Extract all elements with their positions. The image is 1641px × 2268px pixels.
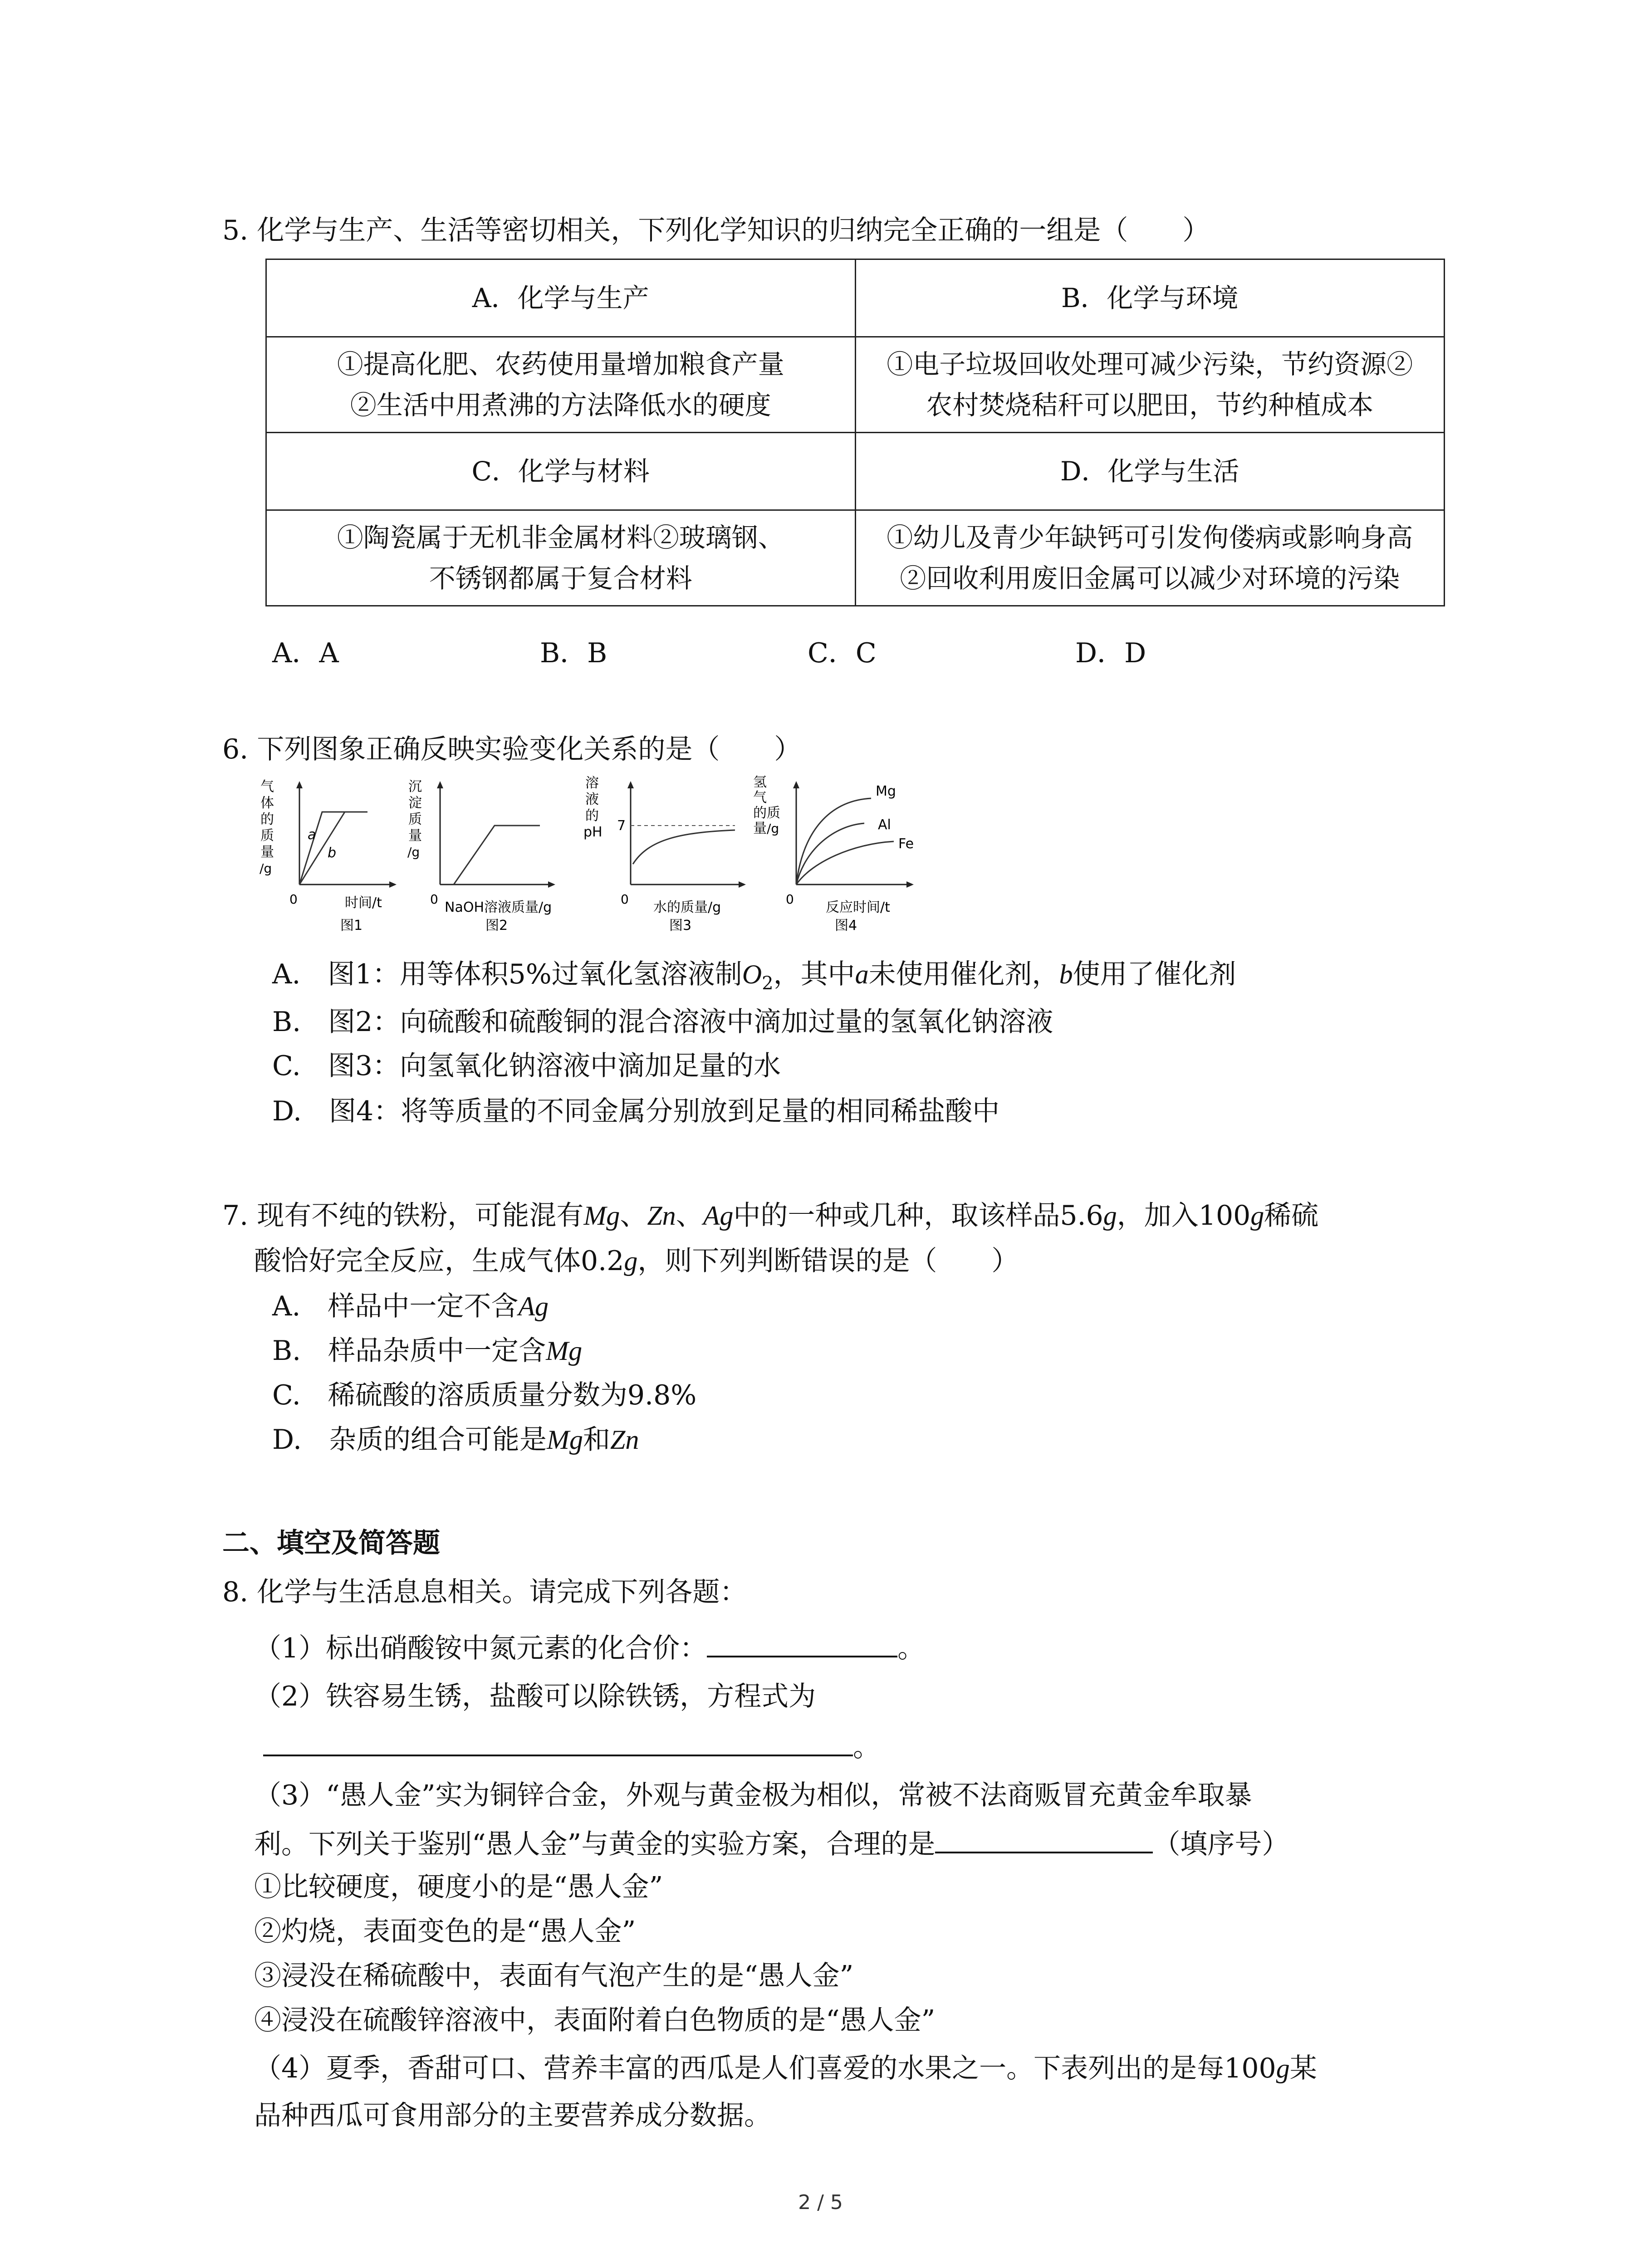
q5-stem: 5. 化学与生产、生活等密切相关，下列化学知识的归纳完全正确的一组是（ ） [222,215,1210,246]
q7-option-a [272,1288,549,1325]
fig4-ylabel-4: 量 [753,821,767,836]
fig4-caption: 图4 [835,918,857,934]
q5-cell-a-line2: ②生活中用煮沸的方法降低水的硬度 [350,390,771,420]
fig4-ylabel-2: 的 [753,805,767,821]
fig3-ylabel-3: pH [583,824,603,840]
q5-cell-d-body [855,510,1445,606]
fig4-curve-al [796,823,864,885]
fig3-xlabel: 水的质量/g [653,899,721,915]
fig2 [407,779,555,934]
page-number: 2 / 5 [798,2191,843,2214]
q8-part1-answer-blank[interactable] [707,1628,897,1657]
q8-part1-text: （1）标出硝酸铵中氮元素的化合价： [254,1633,707,1664]
fig4-series-al: Al [878,817,891,833]
q7-text8: ，则下列判断错误的是（ ） [637,1245,1019,1277]
q7-ag: Ag [703,1201,734,1231]
q6-stem: 6. 下列图象正确反映实验变化关系的是（ ） [222,733,802,765]
q8-choice-3: ③浸没在稀硫酸中，表面有气泡产生的是“愚人金” [254,1960,854,1992]
q5-cell-c-body [266,510,856,606]
q5-cell-b-body [855,337,1445,433]
fig2-ylabel-4: /g [407,845,420,860]
fig4-origin: 0 [786,892,794,907]
fig4-curve-fe [796,841,894,885]
fig3-ylabel-2: 的 [585,808,599,824]
fig1-ylabel-1: 体 [260,795,274,811]
q8-part1 [254,1628,925,1667]
q7-g2: g [1250,1201,1264,1231]
q7-option-d [272,1422,639,1458]
q7-stem-line2 [254,1243,1019,1279]
fig1-ylabel-2: 的 [260,811,274,827]
q8-choice-1: ①比较硬度，硬度小的是“愚人金” [254,1871,663,1903]
q6-option-a-text3: 未使用催化剂， [868,958,1059,990]
fig3-tick-7: 7 [617,818,626,834]
q7-text6: 稀硫 [1264,1200,1319,1232]
fig1-ylabel-3: 质 [260,828,274,844]
q6-option-a-text1: A. 图1：用等体积5%过氧化氢溶液制 [272,958,742,990]
q8-choice-2: ②灼烧，表面变色的是“愚人金” [254,1916,636,1947]
q8-part3-answer-blank[interactable] [935,1824,1153,1853]
q5-cell-c-line2: 不锈钢都属于复合材料 [429,563,692,594]
fig4-ylabel-1: 气 [753,790,767,806]
q7-option-b-text: B. 样品杂质中一定含 [272,1335,546,1367]
q7-g3: g [624,1246,638,1276]
q6-option-a-sub: 2 [762,973,774,994]
fig4 [753,776,914,934]
q5-cell-b-line2: 农村焚烧秸秆可以肥田，节约种植成本 [926,390,1374,420]
fig3-ylabel-1: 液 [585,792,599,807]
fig1-label-a: a [308,827,316,843]
q5-cell-d-line1: ①幼儿及青少年缺钙可引发佝偻病或影响身高 [887,522,1413,553]
fig4-ylabel-0: 氢 [753,776,767,790]
q7-option-d-zn: Zn [610,1425,639,1455]
fig3 [583,776,746,934]
q8-part2-answer-blank[interactable] [263,1727,853,1756]
fig2-curve [454,826,540,885]
q5-option-c: C．C [808,637,877,669]
q5-table [265,259,1445,606]
q7-text5: ，加入100 [1117,1200,1251,1232]
fig2-xlabel: NaOH溶液质量/g [445,899,552,915]
fig1-ylabel-5: /g [260,861,272,876]
q6-option-a [272,956,1236,1002]
q8-part2-answer-line [263,1727,880,1765]
fig2-ylabel-3: 量 [408,828,422,844]
q6-figures-svg [254,776,935,966]
q7-mg: Mg [583,1201,620,1231]
fig4-series-mg: Mg [876,783,896,799]
q7-option-b [272,1333,582,1369]
fig2-ylabel-1: 淀 [408,795,422,811]
q8-choice-4: ④浸没在硫酸锌溶液中，表面附着白色物质的是“愚人金” [254,2004,936,2036]
q8-part4-text: （4）夏季，香甜可口、营养丰富的西瓜是人们喜爱的水果之一。下表列出的是每100 [254,2053,1276,2084]
q7-option-a-ag: Ag [518,1291,549,1321]
fig2-ylabel-0: 沉 [408,779,422,795]
fig1-ylabel-4: 量 [260,844,274,860]
q7-text2: 、 [620,1200,647,1232]
q7-text1: 7. 现有不纯的铁粉，可能混有 [222,1200,584,1232]
q8-part3-line2 [254,1824,1289,1862]
q5-cell-c-line1: ①陶瓷属于无机非金属材料②玻璃钢、 [337,522,784,553]
q6-option-a-o: O [742,959,762,989]
fig1-ylabel-0: 气 [260,779,274,795]
q5-option-a: A．A [272,637,339,669]
q7-stem-line1 [222,1198,1318,1234]
fig4-xlabel: 反应时间/t [826,899,890,915]
fig2-x-arrow [548,881,555,888]
q8-part4-line2: 品种西瓜可食用部分的主要营养成分数据。 [254,2100,771,2131]
fig3-ylabel-0: 溶 [585,776,599,791]
fig4-ylabel-3: 质 [767,805,780,821]
q6-option-a-var-a: a [855,959,869,989]
q8-part3-text: 利。下列关于鉴别“愚人金”与黄金的实验方案，合理的是 [254,1828,936,1860]
fig1-y-arrow [296,781,303,788]
fig1-origin: 0 [289,892,298,907]
fig1 [260,779,397,934]
fig1-caption: 图1 [340,918,363,934]
q5-cell-d-line2: ②回收利用废旧金属可以减少对环境的污染 [900,563,1400,594]
q8-stem: 8. 化学与生活息息相关。请完成下列各题： [222,1576,747,1608]
q7-option-d-and: 和 [583,1424,611,1456]
fig3-caption: 图3 [669,918,692,934]
fig4-ylabel-5: /g [767,821,779,836]
fig3-origin: 0 [621,892,629,907]
q7-text3: 、 [676,1200,703,1232]
q6-option-d: D. 图4：将等质量的不同金属分别放到足量的相同稀盐酸中 [272,1095,1000,1127]
fig4-series-fe: Fe [898,836,914,852]
fig4-x-arrow [906,881,914,888]
q6-option-a-var-b: b [1059,959,1073,989]
q8-part4-end: 某 [1289,2053,1317,2084]
q6-figures [254,776,935,966]
fig3-x-arrow [739,881,746,888]
fig1-curve-b [299,812,345,885]
q7-option-d-text: D. 杂质的组合可能是 [272,1424,547,1456]
q7-option-b-mg: Mg [546,1336,583,1366]
q8-part4-g: g [1276,2053,1290,2083]
q5-cell-a-head: A．化学与生产 [266,259,856,337]
fig2-origin: 0 [430,892,438,907]
q5-cell-a-body [266,337,856,433]
q7-zn: Zn [647,1201,676,1231]
q6-option-a-text4: 使用了催化剂 [1073,958,1236,990]
q5-option-b: B．B [540,637,607,669]
fig4-y-arrow [793,781,799,788]
q6-option-b: B. 图2：向硫酸和硫酸铜的混合溶液中滴加过量的氢氧化钠溶液 [272,1006,1053,1038]
q5-cell-b-line1: ①电子垃圾回收处理可减少污染，节约资源② [887,349,1413,380]
q8-part2: （2）铁容易生锈，盐酸可以除铁锈，方程式为 [254,1681,816,1712]
q5-cell-d-head: D．化学与生活 [855,433,1445,510]
fig3-curve [633,830,735,864]
q7-g1: g [1103,1201,1117,1231]
section-title: 二、填空及简答题 [222,1527,440,1559]
q6-option-c: C. 图3：向氢氧化钠溶液中滴加足量的水 [272,1050,781,1082]
q8-part2-end: 。 [853,1731,880,1763]
q6-option-a-text2: ，其中 [773,958,855,990]
fig1-xlabel: 时间/t [345,895,382,911]
q7-option-c: C. 稀硫酸的溶质质量分数为9.8% [272,1379,697,1411]
q8-part4-line1 [254,2050,1317,2087]
fig3-y-arrow [627,781,634,788]
q5-cell-b-head: B．化学与环境 [855,259,1445,337]
q7-option-a-text: A. 样品中一定不含 [272,1290,519,1322]
q8-part3-line1: （3）“愚人金”实为铜锌合金，外观与黄金极为相似，常被不法商贩冒充黄金牟取暴 [254,1779,1252,1811]
q7-text4: 中的一种或几种，取该样品5.6 [733,1200,1103,1232]
q5-option-d: D．D [1075,637,1146,669]
fig1-x-arrow [389,881,397,888]
q7-option-d-mg: Mg [547,1425,583,1455]
fig2-caption: 图2 [485,918,508,934]
q5-cell-c-head: C．化学与材料 [266,433,856,510]
q7-text7: 酸恰好完全反应，生成气体0.2 [254,1245,624,1277]
fig1-label-b: b [328,845,337,861]
q5-cell-a-line1: ①提高化肥、农药使用量增加粮食产量 [337,349,784,380]
q8-part1-end: 。 [897,1633,925,1664]
fig2-ylabel-2: 质 [408,811,422,827]
fig2-y-arrow [437,781,443,788]
q8-part3-end: （填序号） [1153,1828,1289,1860]
